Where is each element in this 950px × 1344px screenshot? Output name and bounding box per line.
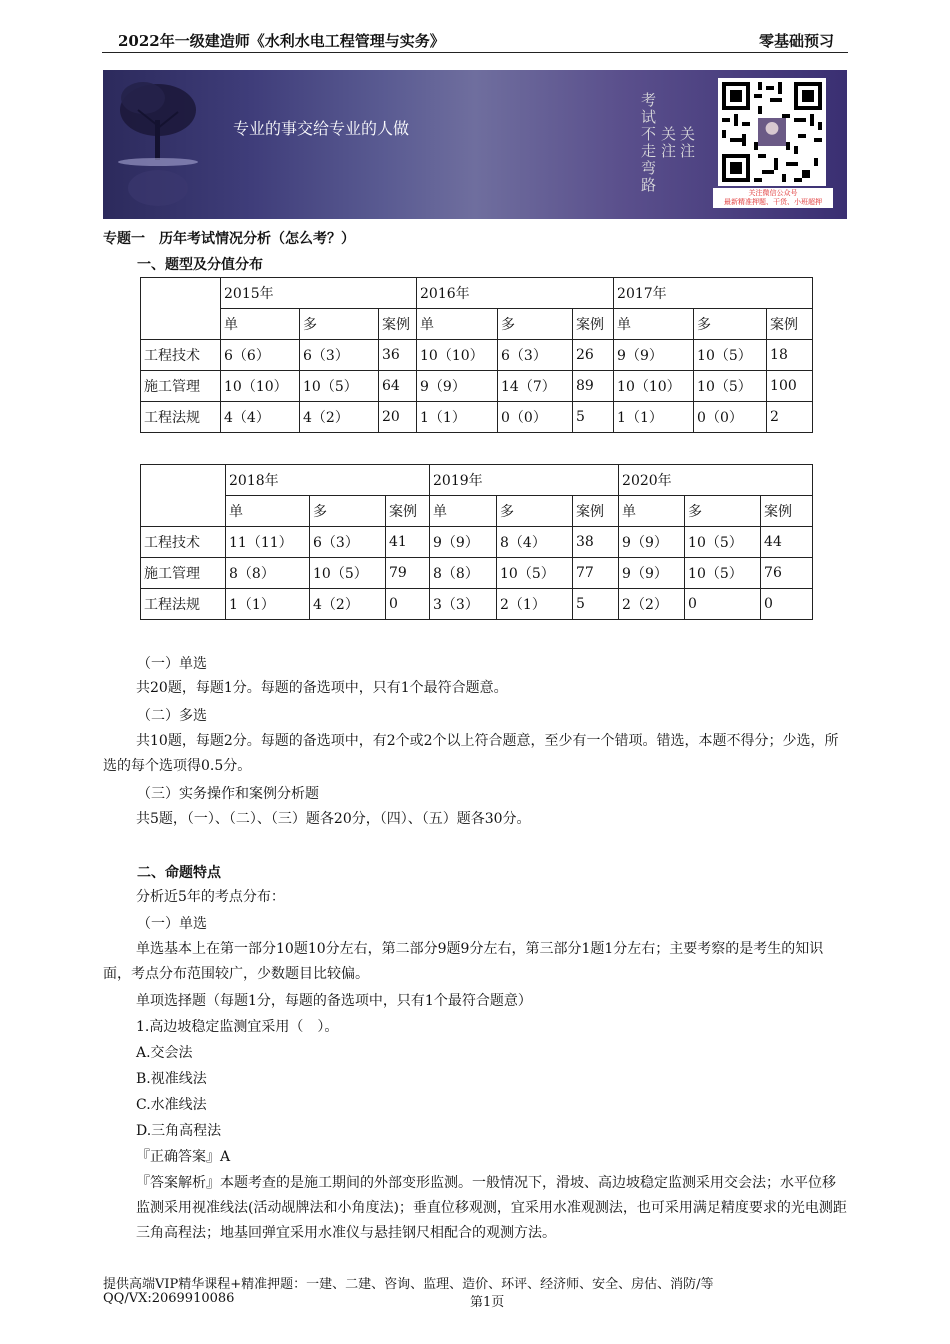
table-cell: 79 [386,558,430,589]
corner-cell [141,278,221,340]
type-cell: 案例 [573,496,619,527]
year-cell: 2017年 [614,278,813,309]
row-label: 工程技术 [141,340,221,371]
qr-caption [713,188,833,208]
table-cell: 2 [767,402,813,433]
table-cell: 6（3） [498,340,573,371]
year-header-row [141,465,813,496]
type-cell: 单 [430,496,497,527]
banner [103,70,847,219]
table-cell: 5 [573,402,614,433]
table-cell: 4（4） [221,402,300,433]
single-choice-analysis: 单选基本上在第一部分10题10分左右，第二部分9题9分左右，第三部分1题1分左右；主要考察的是考生的知识面，考点分布范围较广，少数题目比较偏。 [103,941,824,982]
table-cell: 10（10） [417,340,498,371]
table-cell: 44 [761,527,813,558]
type-cell: 多 [685,496,761,527]
header-tag: 零基础预习 [758,32,834,50]
table-cell: 10（5） [685,558,761,589]
type-cell: 单 [226,496,310,527]
table-cell: 10（5） [685,527,761,558]
multi-choice-heading: （二）多选 [137,708,207,724]
row-label: 施工管理 [141,371,221,402]
subheading-1: 一、题型及分值分布 [137,257,263,273]
banner-vertical-3: 关注 [680,125,696,160]
banner-vertical-1: 考试不走弯路 [641,91,657,194]
row-label: 施工管理 [141,558,226,589]
table-cell: 64 [379,371,417,402]
table-cell: 8（8） [430,558,497,589]
single-choice-heading: （一）单选 [137,656,207,672]
table-row [141,340,813,371]
score-table-2 [140,464,813,620]
table-cell: 0 [761,589,813,620]
table-cell: 36 [379,340,417,371]
type-cell: 多 [498,309,573,340]
table-cell: 0 [685,589,761,620]
case-desc: 共5题，（一）、（二）、（三）题各20分，（四）、（五）题各30分。 [136,811,531,827]
table-cell: 6（6） [221,340,300,371]
correct-answer: 『正确答案』A [136,1149,231,1165]
multi-choice-desc: 共10题，每题2分。每题的备选项中，有2个或2个以上符合题意，至少有一个错项。错选，本题不得分；少选，所选的每个选项得0.5分。 [103,733,839,774]
table-cell: 9（9） [619,558,685,589]
table-cell: 10（5） [300,371,379,402]
year-cell: 2015年 [221,278,417,309]
option-b: B.视准线法 [136,1071,207,1087]
table-cell: 0 [386,589,430,620]
banner-slogan: 专业的事交给专业的人做 [233,119,410,138]
type-cell: 案例 [573,309,614,340]
corner-cell [141,465,226,527]
table-cell: 10（5） [310,558,386,589]
table-cell: 10（5） [497,558,573,589]
page-number: 第1页 [470,1295,505,1310]
header-title: 2022年一级建造师《水利水电工程管理与实务》 [118,32,445,50]
question-intro: 单项选择题（每题1分，每题的备选项中，只有1个最符合题意） [136,993,532,1009]
subheading-2: 二、命题特点 [137,865,221,881]
table-cell: 8（8） [226,558,310,589]
table-cell: 3（3） [430,589,497,620]
qr-caption-line2: 最新精准押题、干货、小班超押 [724,198,822,206]
table-cell: 9（9） [430,527,497,558]
table-cell: 38 [573,527,619,558]
question-1: 1.高边坡稳定监测宜采用（ ）。 [136,1019,339,1035]
table-cell: 1（1） [226,589,310,620]
table-cell: 89 [573,371,614,402]
table-cell: 41 [386,527,430,558]
single-choice-heading-2: （一）单选 [137,916,207,932]
table-cell: 10（10） [221,371,300,402]
case-heading: （三）实务操作和案例分析题 [137,786,319,802]
table-cell: 10（5） [694,371,767,402]
option-a: A.交会法 [136,1045,193,1061]
table-cell: 76 [761,558,813,589]
type-cell: 案例 [761,496,813,527]
year-header-row [141,278,813,309]
row-label: 工程法规 [141,589,226,620]
type-cell: 单 [417,309,498,340]
option-c: C.水准线法 [136,1097,207,1113]
table-row [141,371,813,402]
row-label: 工程法规 [141,402,221,433]
type-cell: 案例 [386,496,430,527]
answer-explanation: 『答案解析』本题考查的是施工期间的外部变形监测。一般情况下，滑坡、高边坡稳定监测采用交会法；水平位移监测采用视准线法(活动觇牌法和小角度法)；垂直位移观测，宜采用水准观测法，也可采用满足精度要求的光电测距三角高程法；地基回弹宜采用水准仪与悬挂钢尺相配合的观测方法。 [136,1175,847,1241]
table-cell: 9（9） [619,527,685,558]
table-cell: 1（1） [614,402,694,433]
table-cell: 10（10） [614,371,694,402]
analysis-intro: 分析近5年的考点分布： [136,889,285,905]
type-cell: 多 [300,309,379,340]
table-cell: 4（2） [300,402,379,433]
row-label: 工程技术 [141,527,226,558]
table-row [141,558,813,589]
option-d: D.三角高程法 [136,1123,222,1139]
banner-vertical-2: 关注 [661,125,677,160]
table-row [141,402,813,433]
table-cell: 77 [573,558,619,589]
table-row [141,589,813,620]
year-cell: 2019年 [430,465,619,496]
table-cell: 6（3） [310,527,386,558]
table-cell: 10（5） [694,340,767,371]
single-choice-desc: 共20题，每题1分。每题的备选项中，只有1个最符合题意。 [136,680,508,696]
table-cell: 18 [767,340,813,371]
table-cell: 26 [573,340,614,371]
footer-contact: QQ/VX:2069910086 [103,1291,235,1306]
table-cell: 9（9） [417,371,498,402]
table-cell: 5 [573,589,619,620]
type-header-row [141,309,813,340]
type-header-row [141,496,813,527]
section-title: 专题一 历年考试情况分析（怎么考？） [103,231,355,247]
table-cell: 1（1） [417,402,498,433]
table-cell: 100 [767,371,813,402]
table-cell: 2（1） [497,589,573,620]
year-cell: 2016年 [417,278,614,309]
type-cell: 案例 [767,309,813,340]
qr-code-icon [718,78,826,186]
table-cell: 8（4） [497,527,573,558]
year-cell: 2020年 [619,465,813,496]
year-cell: 2018年 [226,465,430,496]
type-cell: 多 [497,496,573,527]
table-cell: 0（0） [694,402,767,433]
table-cell: 6（3） [300,340,379,371]
table-row [141,527,813,558]
type-cell: 案例 [379,309,417,340]
type-cell: 单 [221,309,300,340]
table-cell: 14（7） [498,371,573,402]
footer-promo: 提供高端VIP精华课程+精准押题：一建、二建、咨询、监理、造价、环评、经济师、安全、房估、消防/等 [103,1277,714,1292]
type-cell: 单 [614,309,694,340]
type-cell: 单 [619,496,685,527]
table-cell: 9（9） [614,340,694,371]
qr-caption-line1: 关注微信公众号 [748,189,798,197]
table-cell: 0（0） [498,402,573,433]
type-cell: 多 [694,309,767,340]
page-header [102,30,848,53]
score-table-1 [140,277,813,433]
table-cell: 2（2） [619,589,685,620]
table-cell: 11（11） [226,527,310,558]
tree-illustration [103,70,223,219]
type-cell: 多 [310,496,386,527]
table-cell: 20 [379,402,417,433]
table-cell: 4（2） [310,589,386,620]
